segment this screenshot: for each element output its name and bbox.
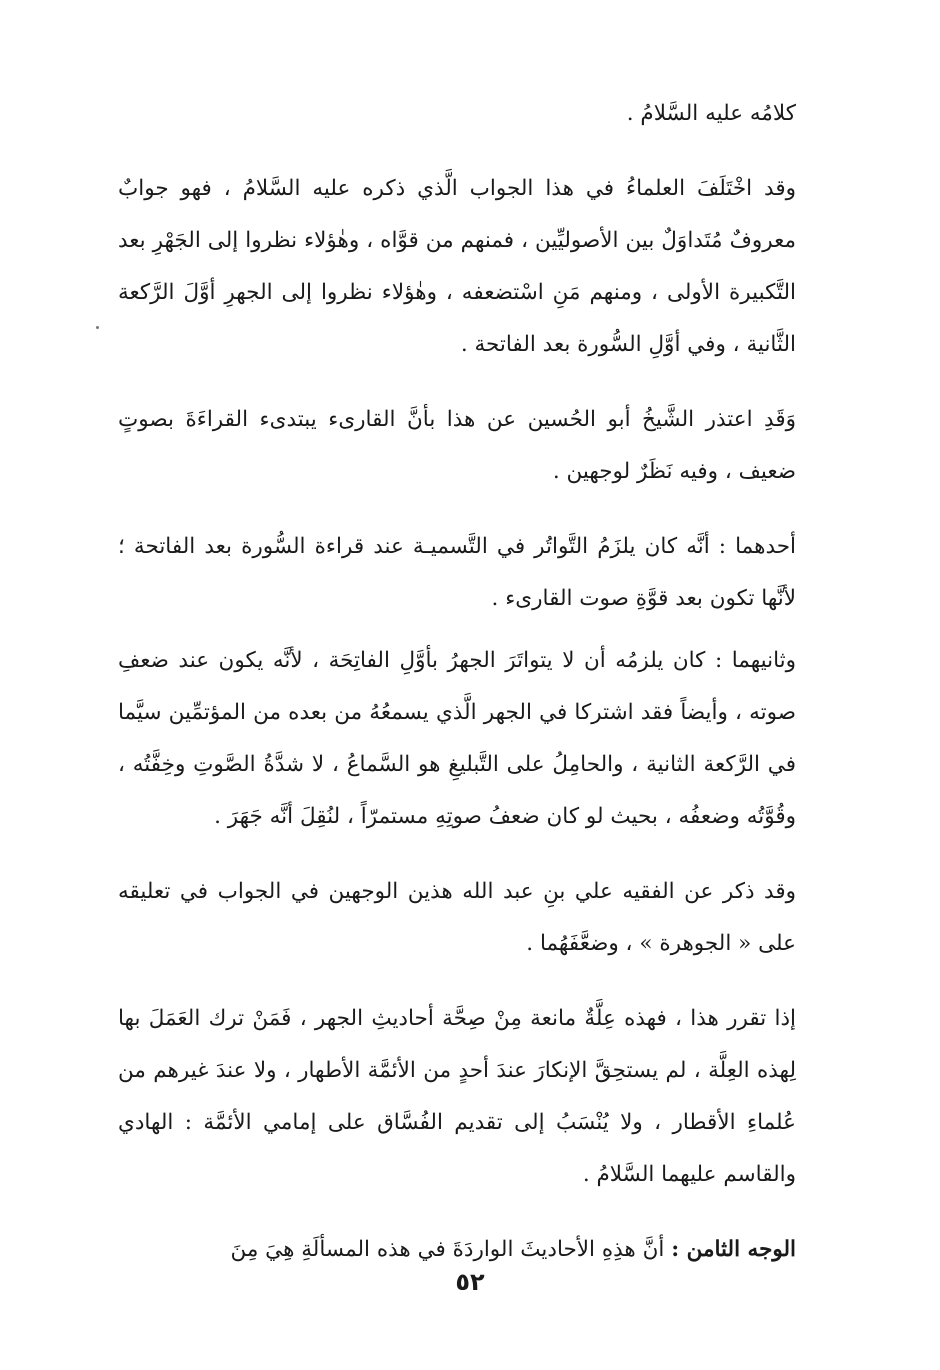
paragraph-5 <box>118 635 796 843</box>
paragraph-text: وقد ذكر عن الفقيه علي بنِ عبد الله هذين الوجهين في الجواب في تعليقه على « الجوهرة » ، وضعَّفَهُما . <box>118 879 796 956</box>
page-body <box>118 88 796 1276</box>
paragraph-text: وَقَدِ اعتذر الشَّيخُ أبو الحُسين عن هذا بأنَّ القارىء يبتدىء القراءَةَ بصوتٍ ضعيف ، وفيه نَظَرٌ لوجهين . <box>118 407 796 484</box>
paragraph-text: وقد اخْتَلَفَ العلماءُ في هذا الجواب الَّذي ذكره عليه السَّلامُ ، فهو جوابٌ معروفٌ مُتَداوَلٌ بين الأصوليِّين ، فمنهم من قوَّاه ، وهٰؤلاء نظروا إلى الجَهْرِ بعد التَّكبيرة الأولى ، ومنهم مَنِ اسْتضعفه ، وهٰؤلاء نظروا إلى الجهرِ أوَّلَ الرَّكعة الثَّانية ، وفي أوَّلِ السُّورة بعد الفاتحة . <box>118 176 796 357</box>
paragraph-6 <box>118 866 796 970</box>
paragraph-text: أنَّ هذِهِ الأحاديثَ الواردَةَ في هذه المسألَةِ هِيَ مِنَ <box>230 1237 665 1262</box>
paragraph-1 <box>118 88 796 140</box>
paragraph-text: كلامُه عليه السَّلامُ . <box>626 101 796 126</box>
paragraph-7 <box>118 993 796 1201</box>
paragraph-4 <box>118 521 796 625</box>
paragraph-lead: الوجه الثامن : <box>671 1237 796 1262</box>
paragraph-3 <box>118 394 796 498</box>
paragraph-2 <box>118 163 796 371</box>
paragraph-text: أحدهما : أنَّه كان يلزَمُ التَّواتُر في التَّسميـة عند قراءة السُّورة بعد الفاتحة ؛ لأنَّها تكون بعد قوَّةِ صوت القارىء . <box>118 534 796 611</box>
page-number: ٥٢ <box>455 1268 485 1296</box>
paragraph-text: وثانيهما : كان يلزمُه أن لا يتواتَرَ الجهرُ بأوَّلِ الفاتِحَة ، لأنَّه يكون عند ضعفِ صوته ، وأيضاً فقد اشتركا في الجهر الَّذي يسمعُهُ من بعده من المؤتمِّين سيَّما في الرَّكعة الثانية ، والحامِلُ على التَّبليغِ هو السَّماعُ ، لا شدَّةُ الصَّوتِ وخِفَّتُه ، وقُوَّتُه وضعفُه ، بحيث لو كان ضعفُ صوتِهِ مستمرّاً ، لنُقِلَ أنَّه جَهَرَ . <box>118 648 796 829</box>
paragraph-text: إذا تقرر هذا ، فهذه عِلَّةٌ مانعة مِنْ صِحَّة أحاديثِ الجهر ، فَمَنْ ترك العَمَلَ بها لِهذه العِلَّة ، لم يستحِقَّ الإنكارَ عندَ أحدٍ من الأئمَّة الأطهار ، ولا عندَ غيرهم من عُلماءِ الأقطار ، ولا يُنْسَبُ إلى تقديم الفُسَّاق على إمامي الأئمَّة : الهادي والقاسم عليهما السَّلامُ . <box>118 1006 796 1187</box>
scan-speck <box>96 326 99 329</box>
